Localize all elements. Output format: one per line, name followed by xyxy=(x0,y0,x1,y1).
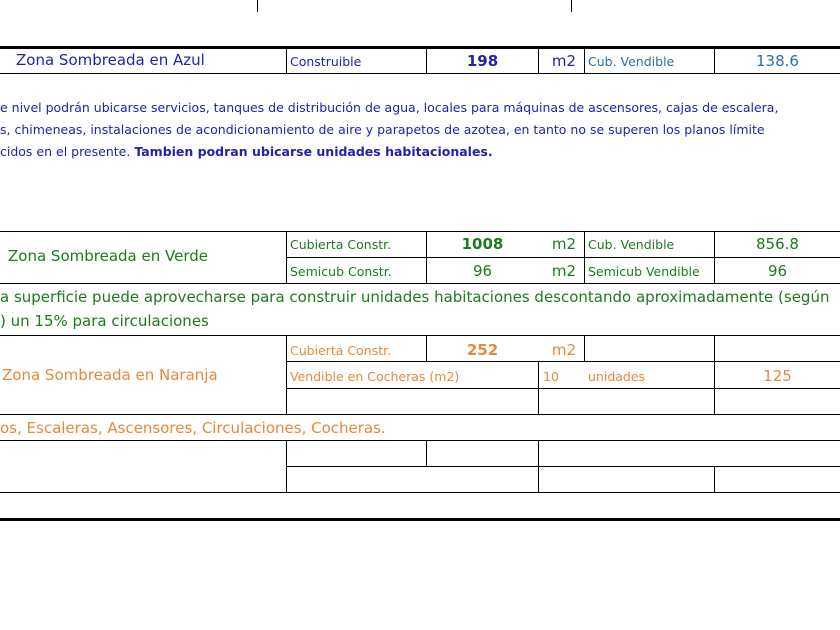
orange-zone-row-border xyxy=(286,361,840,362)
blue-zone-note-line3-normal: cidos en el presente. xyxy=(0,144,131,159)
divider xyxy=(286,231,287,284)
divider xyxy=(286,335,287,415)
orange-zone-row2-label: Vendible en Cocheras (m2) xyxy=(290,369,460,384)
blue-zone-note-line3 xyxy=(0,144,493,159)
green-zone-note-line1: a superficie puede aprovecharse para construir unidades habitaciones descontando aproximadamente (según xyxy=(0,288,830,306)
green-zone-row2-label2: Semicub Vendible xyxy=(588,264,700,279)
green-zone-mid-border xyxy=(286,257,840,258)
divider xyxy=(584,335,585,362)
divider xyxy=(426,440,427,467)
green-zone-row1-value2: 856.8 xyxy=(756,235,799,253)
orange-zone-title: Zona Sombreada en Naranja xyxy=(2,366,218,384)
green-zone-row2-label: Semicub Constr. xyxy=(290,264,392,279)
divider xyxy=(714,466,715,493)
blue-zone-label2: Cub. Vendible xyxy=(588,54,675,69)
divider xyxy=(538,440,539,493)
green-zone-row2-value2: 96 xyxy=(767,262,788,280)
green-zone-row1-label: Cubierta Constr. xyxy=(290,237,392,252)
blue-zone-note-line3-bold: Tambien podran ubicarse unidades habitacionales. xyxy=(134,144,493,159)
divider xyxy=(538,48,539,74)
divider xyxy=(584,231,585,284)
orange-zone-row2-count: 10 xyxy=(543,369,559,384)
orange-zone-row1-value: 252 xyxy=(466,341,499,359)
orange-zone-row2-value: 125 xyxy=(763,367,792,385)
page-bottom-border xyxy=(0,518,840,521)
orange-zone-row1-unit: m2 xyxy=(551,341,576,359)
empty-table-row-border xyxy=(286,466,840,467)
orange-zone-row1-label: Cubierta Constr. xyxy=(290,343,392,358)
green-zone-row1-value: 1008 xyxy=(461,235,504,253)
top-tick-right xyxy=(571,0,572,12)
blue-zone-note-line1: e nivel podrán ubicarse servicios, tanques de distribución de agua, locales para máquinas de ascensores, cajas de escalera, xyxy=(0,100,779,115)
top-tick-left xyxy=(257,0,258,12)
green-zone-row1-unit: m2 xyxy=(551,235,576,253)
blue-zone-value: 198 xyxy=(466,52,499,70)
orange-zone-row2-units: unidades xyxy=(588,369,646,384)
green-zone-title: Zona Sombreada en Verde xyxy=(8,247,208,265)
divider xyxy=(584,48,585,74)
green-zone-note-line2: ) un 15% para circulaciones xyxy=(0,312,209,330)
green-zone-row2-unit: m2 xyxy=(551,262,576,280)
empty-table-top-border xyxy=(0,440,840,441)
blue-zone-label: Construible xyxy=(290,54,362,69)
green-zone-row2-value: 96 xyxy=(472,262,493,280)
orange-zone-row-border xyxy=(286,388,840,389)
green-zone-row1-label2: Cub. Vendible xyxy=(588,237,675,252)
orange-zone-note: os, Escaleras, Ascensores, Circulaciones, Cocheras. xyxy=(0,419,386,437)
blue-zone-unit: m2 xyxy=(551,52,576,70)
blue-zone-value2: 138.6 xyxy=(756,52,799,70)
divider xyxy=(538,361,539,415)
divider xyxy=(286,48,287,74)
blue-zone-note-line2: s, chimeneas, instalaciones de acondicionamiento de aire y parapetos de azotea, en tanto no se superen los planos límite xyxy=(0,122,765,137)
blue-zone-title: Zona Sombreada en Azul xyxy=(16,51,205,69)
divider xyxy=(286,440,287,493)
